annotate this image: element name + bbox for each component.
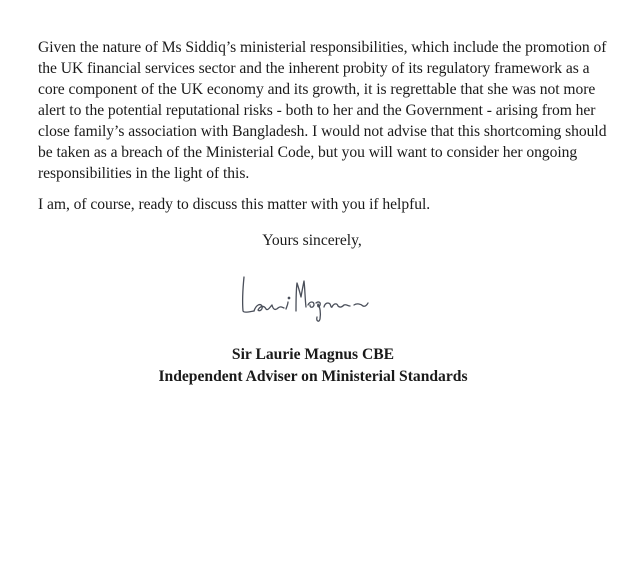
text-line: Given the nature of Ms Siddiq’s ministerial responsibilities, which include the promotion of <box>38 39 607 56</box>
text-line: I am, of course, ready to discuss this matter with you if helpful. <box>38 196 431 213</box>
text-line: be taken as a breach of the Ministerial Code, but you will want to consider her ongoing <box>38 144 578 161</box>
signatory-title: Independent Adviser on Ministerial Standards <box>158 368 468 385</box>
text-line: core component of the UK economy and its growth, it is regrettable that she was not more <box>38 81 596 98</box>
text-line: close family’s association with Bangladesh. I would not advise that this shortcoming should <box>38 123 607 140</box>
text-line: the UK financial services sector and the inherent probity of its regulatory framework as a <box>38 60 590 77</box>
handwritten-signature-icon <box>236 273 386 329</box>
signatory-name: Sir Laurie Magnus CBE <box>231 346 395 363</box>
body-paragraph-2 <box>38 194 598 215</box>
body-paragraph-1 <box>38 37 607 184</box>
text-line: responsibilities in the light of this. <box>38 165 250 182</box>
text-line: alert to the potential reputational risks - both to her and the Government - arising from her <box>38 102 596 119</box>
valediction: Yours sincerely, <box>262 232 362 249</box>
